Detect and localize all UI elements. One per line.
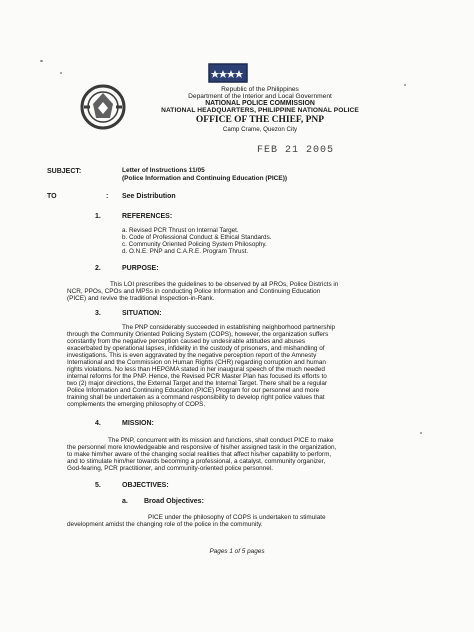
header-national-hq: NATIONAL HEADQUARTERS, PHILIPPINE NATIONAL POLICE (161, 107, 359, 114)
subject-label: SUBJECT: (47, 168, 82, 175)
objectives-heading: OBJECTIVES: (122, 482, 169, 489)
situation-line: training shall be undertaken as a command responsibility to develop right police values that (67, 394, 325, 401)
situation-line: two (2) major directions, the External Target and the Internal Target. There shall be a regular (67, 380, 328, 387)
mission-line: the personnel more knowledgeable and responsive of his/her assigned task in the organization, (67, 444, 337, 451)
situation-line: rights violations. No less than HEPGMA stated in her inaugural speech of the much needed (67, 366, 325, 373)
references-heading: REFERENCES: (122, 213, 173, 220)
objectives-line: PICE under the philosophy of COPS is undertaken to stimulate (148, 514, 326, 521)
scan-speck (60, 72, 62, 74)
scan-speck (40, 60, 43, 62)
subject-line-2: (Police Information and Continuing Education (PICE)) (122, 175, 288, 182)
to-value: See Distribution (122, 193, 176, 200)
situation-line: The PNP considerably succeeded in establishing neighborhood partnership (122, 324, 336, 331)
to-label: TO (47, 193, 57, 200)
situation-line: complements the emerging philosophy of COPS. (67, 401, 206, 408)
purpose-heading: PURPOSE: (122, 265, 159, 272)
header-location: Camp Crame, Quezon City (222, 126, 298, 133)
situation-number: 3. (95, 310, 101, 317)
purpose-line: This LOI prescribes the guidelines to be observed by all PROs, Police Districts in (110, 281, 339, 288)
date-stamp: FEB 21 2005 (257, 145, 335, 156)
mission-line: to make him/her aware of the changing social realities that affect his/her capability to perform, (67, 451, 332, 458)
mission-line: God-fearing, PCR practitioner, and community-oriented police personnel. (67, 465, 274, 472)
subject-line-1: Letter of Instructions 11/05 (122, 167, 205, 174)
mission-number: 4. (95, 420, 101, 427)
objectives-sub-heading: Broad Objectives: (144, 498, 204, 505)
objectives-number: 5. (95, 482, 101, 489)
header-napolcom: NATIONAL POLICE COMMISSION (205, 100, 315, 107)
objectives-sub-letter: a. (122, 498, 128, 505)
scan-speck (404, 84, 406, 86)
mission-line: The PNP, concurrent with its mission and functions, shall conduct PICE to make (108, 437, 334, 444)
purpose-line: (PICE) and revive the traditional Inspection-in-Rank. (67, 295, 215, 302)
purpose-number: 2. (95, 265, 101, 272)
situation-line: constantly from the negative perception caused by undesirable attitudes and abuses (67, 338, 306, 345)
scan-speck (420, 432, 422, 434)
four-star-flag-icon (207, 62, 249, 84)
mission-heading: MISSION: (122, 420, 154, 427)
situation-line: exacerbated by operational lapses, infidelity in the custody of prisoners, and mishandling of (67, 345, 325, 352)
reference-item: c. Community Oriented Policing System Philosophy. (122, 241, 267, 248)
mission-line: and to stimulate him/her towards becoming a professional, a catalyst, community organizer, (67, 458, 326, 465)
header-office-title: OFFICE OF THE CHIEF, PNP (195, 115, 325, 125)
situation-line: through the Community Oriented Policing System (COPS), however, the organization suffers (67, 331, 329, 338)
to-colon: : (106, 193, 109, 200)
reference-item: b. Code of Professional Conduct & Ethical Standards. (122, 234, 272, 241)
reference-item: a. Revised PCR Thrust on Internal Target. (122, 227, 239, 234)
reference-item: d. O.N.E. PNP and C.A.R.E. Program Thrust. (122, 248, 249, 255)
situation-line: internal reforms for the PNP. Hence, the Revised PCR Master Plan has focused its efforts to (67, 373, 327, 380)
situation-line: Police Information and Continuing Education (PICE) Program for our personnel and more (67, 387, 320, 394)
situation-line: International and the Commission on Human Rights (CHR) regarding corruption and human (67, 359, 326, 366)
purpose-line: NCR, PPOs, CPOs and MPSs in conducting Police Information and Continuing Education (67, 288, 321, 295)
header-republic: Republic of the Philippines (221, 86, 299, 93)
references-number: 1. (95, 213, 101, 220)
header-department: Department of the Interior and Local Government (188, 93, 332, 100)
page-footer: Pages 1 of 5 pages (209, 548, 265, 555)
situation-heading: SITUATION: (122, 310, 162, 317)
objectives-line: development amidst the changing role of the police in the community. (67, 521, 263, 528)
situation-line: investigations. This is even aggravated by the negative perception report of the Amnesty (67, 352, 317, 359)
